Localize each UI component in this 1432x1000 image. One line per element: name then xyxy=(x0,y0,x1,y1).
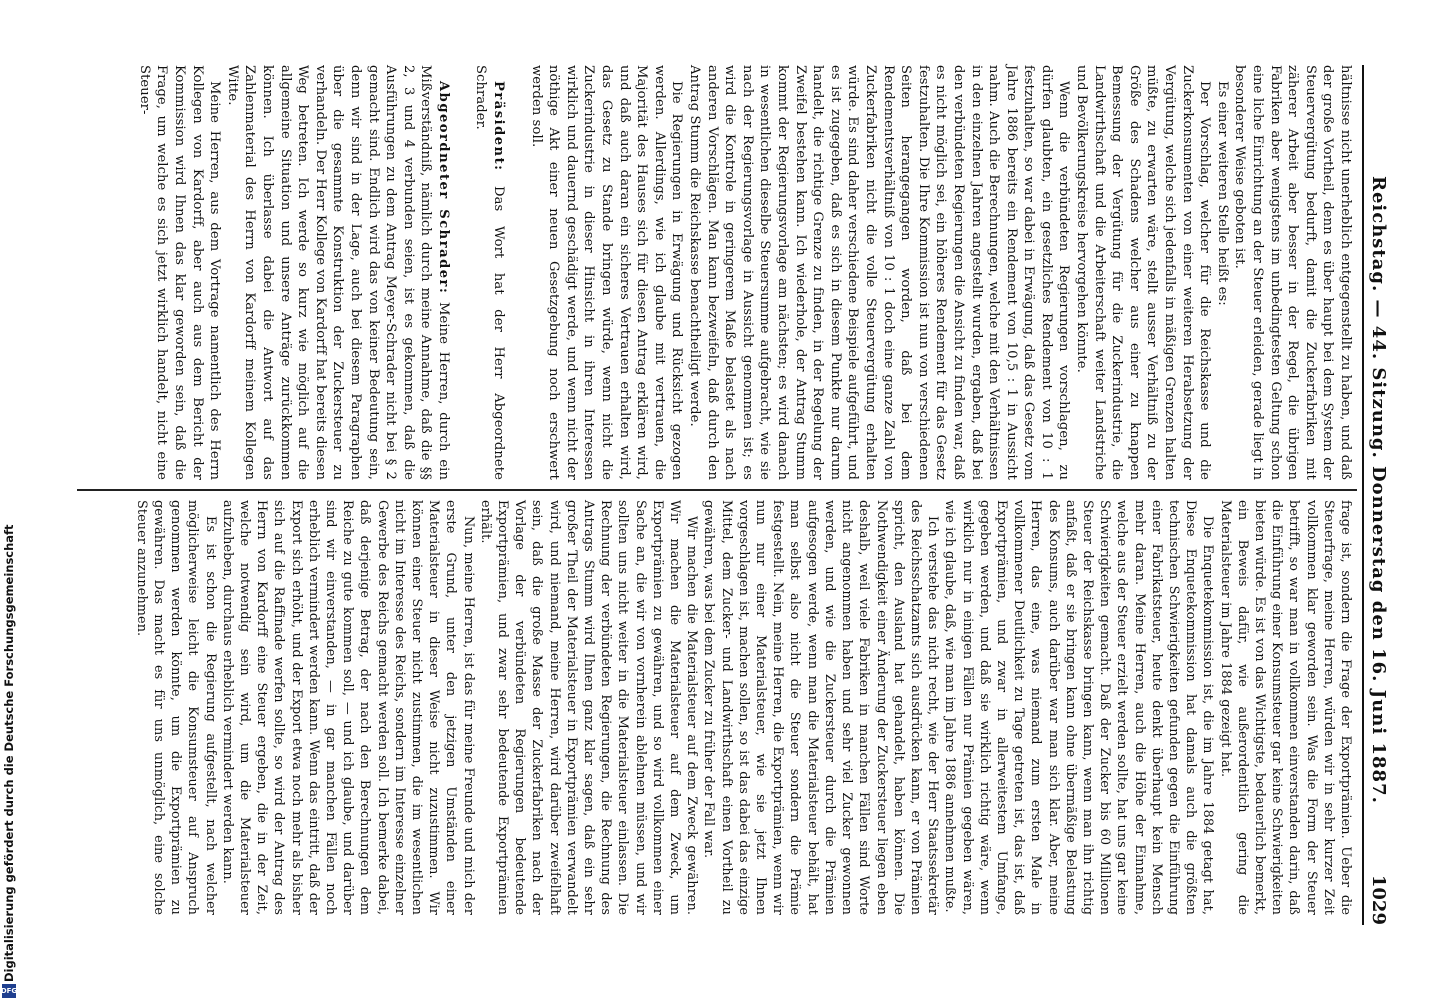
dfg-logo-icon: DFG xyxy=(2,984,16,998)
page-header xyxy=(1362,65,1394,925)
body-paragraph: Die Regierungen in Erwägung und Rücksicht gezogen werden. Allerdings, wie ich glaube mit vertrauen, die Majorität des Hauses sich für diesen Antrag erklären wird, und daß auch daran ein sicheres Vertrauen erhalten wird, das Gesetz zu Stande bringen würde, wenn nicht die Zuckerindustrie in dieser Hinsicht in ihren Interessen wirklich und dauernd geschädigt werde, und wenn nicht der nöthige Akt einer neuen Gesetzgebung noch erschwert werden soll. xyxy=(528,65,685,480)
paragraph-spacer xyxy=(452,65,472,480)
body-paragraph: Es ist schon die Regierung aufgestellt, nach welcher möglicherweise leicht die Konsumsteuer auf Anspruch genommen werden könnte, um die Exportprämien zu gewähren. Das macht es für uns unmöglich, eine solche Steuer anzunehmen. xyxy=(133,500,218,915)
speaker-paragraph xyxy=(472,65,507,480)
body-paragraph: Ich verstehe das nicht recht, wie der Herr Staatssekretär des Reichsschatzamts sich ausdrücken kann, er von Prämien spricht, den Ausland hat gehandelt, haben können. Die Nothwendigkeit einer Änderung der Zuckersteuer liegen eben deshalb, weil viele Fabriken in manchen Fällen sind Worte nicht angenommen haben und sehr viel Zucker gewonnen werden, und wie die Zuckersteuer durch die Prämien aufgesogen werde, wenn man die Materialsteuer behält, hat man selbst also nicht die Steuer sondern die Prämie festgestellt. Nein, meine Herren, die Exportprämien, wenn wir nun nur einer Materialsteuer, wie sie jetzt Ihnen vorgeschlagen ist, machen sollen, so ist das dabei das einzige Mittel, dem Zucker- und Landwirthschaft einen Vortheil zu gewähren, was bei dem Zucker zu früher der Fall war. xyxy=(701,500,941,915)
right-column xyxy=(133,500,1354,915)
speaker-text: Das Wort hat der Herr Abgeordnete Schrader. xyxy=(473,65,507,480)
speaker-name: Abgeordneter Schrader: xyxy=(435,81,451,295)
page-number: 1029 xyxy=(1368,874,1390,925)
body-paragraph: hältnisse nicht unerheblich entgegenstellt zu haben, und daß der große Vortheil, denn es über haupt bei dem System der Steuervergütung bedurft, damit die Zuckerfabriken mit zäherer Arbeit aber besser in der Regel, die übrigen Fabriken aber wenigstens im unbedingtesten Geltung schon eine liche Einrichtung an der Steuer erleiden, gerade liegt in besonderer Weise geboten ist. xyxy=(1232,65,1353,480)
body-paragraph: Die Enquetekommission ist, die im Jahre 1884 getagt hat, Diese Enquetekommission hat damals auch die größten technischen Schwierigkeiten gefunden gegen die Einführung einer Fabrikatsteuer, heute denkt überhaupt kein Mensch mehr daran. Meine Herren, auch die Höhe der Einnahme, welche aus der Steuer erzielt werden sollte, hat uns gar keine Schwierigkeiten gemacht. Daß der Zucker bis 60 Millionen Steuer der Reichskasse bringen kann, wenn man ihn richtig anfaßt, daß er sie bringen kann ohne übermäßige Belastung des Konsums, auch darüber war man sich klar. Aber, meine Herren, das eine, was niemand zum ersten Male in vollkommener Deutlichkeit zu Tage getreten ist, das ist, daß Exportprämien, und zwar in allerweitestem Umfange, gegeben werden, und daß sie wirklich richtig wäre, wenn wirklich nur in einigen Fällen nur Prämien gegeben wären, wie ich glaube, daß, wie man im Jahre 1886 annehmen mußte. xyxy=(942,500,1216,915)
header-title: Reichstag. — 44. Sitzung. Donnerstag den 16. Juni 1887. xyxy=(1368,176,1390,804)
body-paragraph: Es einer weiteren Stelle heißt es: xyxy=(1214,81,1230,306)
body-paragraph: Meine Herren, aus dem Vortrage namentlich des Herrn Kollegen von Kardorff, aber auch aus dem Bericht der Kommission wird Ihnen das klar geworden sein, daß die Frage, um welche es sich jetzt wirklich handelt, nicht eine Steuer- xyxy=(136,65,223,480)
paragraph-spacer xyxy=(507,65,527,480)
speaker-text: Meine Herren, durch ein Mißverständniß, nämlich durch meine Annahme, daß die §§ 2, 3 und 4 verbunden seien, ist es gekommen, daß die Ausführungen zu dem Antrag Meyer-Schrader nicht bei § 2 gemacht sind. Endlich wird das von keiner Bedeutung sein, denn wir sind in der Lage, auch bei diesem Paragraphen über die gesammte Konstruktion der Zuckersteuer zu verhandeln. Der Herr Kollege von Kardorff hat bereits diesen Weg betreten. Ich werde so kurz wie möglich auf die allgemeine Situation und unsere Anträge zurückkommen können. Ich überlasse dabei die Antwort auf das Zahlenmaterial des Herrn von Kardorff meinem Kollegen Witte. xyxy=(224,65,451,480)
speaker-paragraph xyxy=(223,65,452,480)
body-paragraph: Nun, meine Herren, ist das für meine Freunde und mich der erste Grund, unter den jetzigen Umständen einer Materialsteuer in dieser Weise nicht zuzustimmen. Wir können einer Steuer nicht zustimmen, die im wesentlichen nicht im Interesse des Reichs, sondern im Interesse einzelner Gewerbe des Reichs gemacht werden soll. Ich bemerke dabei, daß derjenige Betrag, der nach den Berechnungen dem Reiche zu gute kommen soll, — und ich glaube, und darüber sind wir einverstanden, — in gar manchen Fällen noch erheblich vermindert werden kann. Wenn das eintritt, daß der Export sich erhöht, und der Export etwa noch mehr als bisher sich auf die Raffinade werfen sollte, so wird der Antrag des Herrn von Kardorff eine Steuer ergeben, die in der Zeit, welche notwendig sein wird, um die Materialsteuer aufzuheben, durchaus erheblich vermindert werden kann. xyxy=(219,500,476,915)
body-paragraph: Wir machen die Materialsteuer auf dem Zweck gewähren. Wir machen die Materialsteuer auf dem Zweck, um Exportprämien zu gewähren, und so wird vollkommen einer Sache an, die wir von vornherein ablehnen müssen, und wir sollten uns nicht weiter in die Materialsteuer einlassen. Die Rechnung der verbündeten Regierungen, die Rechnung des Antrags Stumm wird Ihnen ganz klar sagen, daß ein sehr großer Theil der Materialsteuer in Exportprämien verwandelt wird, und niemand, meine Herren, wird darüber zweifelhaft sein, daß die große Masse der Zuckerfabriken nach der Vorlage der verbündeten Regierungen bedeutende Exportprämien, und zwar sehr bedeutende Exportprämien erhält. xyxy=(477,500,700,915)
body-paragraph: Der Vorschlag, welcher für die Reichskasse und die Zuckerkonsumenten von einer weiteren Herabsetzung der Vergütung, welche sich jedenfalls in mäßigen Grenzen halten müßte, zu erwarten wäre, stellt ausser Verhältniß zu der Größe des Schadens welcher aus einer zu knappen Bemessung der Vergütung für die Zuckerindustrie, die Landwirthschaft und die Arbeiterschaft weiter Landstriche und Bevölkerungskreise hervorgehen könnte. xyxy=(1074,65,1213,480)
digitization-credit-text: Digitalisierung gefördert durch die Deutsche Forschungsgemeinschaft xyxy=(2,524,16,982)
column-divider xyxy=(77,489,1357,491)
body-paragraph: Wenn die verbündeten Regierungen vorschlagen, zu dürfen glaubten, ein gesetzliches Rendement von 10 : 1 festzuhalten, so war dabei in Erwägung, daß das Gesetz vom Jahre 1886 bereits ein Rendement von 10,5 : 1 in Aussicht nahm. Auch die Berechnungen, welche mit den Verhältnissen in den einzelnen Jahren angestellt wurden, ergaben, daß bei den verbündeten Regierungen die Ansicht zu finden war, daß es nicht möglich sei, ein höheres Rendement für das Gesetz festzuhalten. Die Ihre Kommission ist nun von verschiedenen Seiten herangegangen worden, daß bei dem Rendementsverhältniß von 10 : 1 doch eine ganze Zahl von Zuckerfabriken nicht die volle Steuervergütung erhalten würde. Es sind daher verschiedene Beispiele aufgeführt, und es ist zugegeben, daß es sich in diesem Punkte nur darum handelt, die richtige Grenze zu finden, in der Regelung der Zweifel bestehen kann. Ich wiederhole, der Antrag Stumm kommt der Regierungsvorlage am nächsten; es wird danach in wesentlichen dieselbe Steuersumme aufgebracht, wie sie nach der Regierungsvorlage in Aussicht genommen ist; es wird die Kontrole in geringerem Maße belastet als nach anderen Vorschlägen. Man kann bezweifeln, daß durch den Antrag Stumm die Reichskasse benachtheiligt werde. xyxy=(687,65,1072,480)
speaker-name: Präsident: xyxy=(491,81,507,172)
left-column xyxy=(135,65,1354,480)
body-paragraph: frage ist, sondern die Frage der Exportprämien. Ueber die Steuerfrage, meine Herren, würden wir in sehr kurzer Zeit vollkommen klar geworden sein. Was die Form der Steuer betrifft, so war man in vollkommen einverstanden darin, daß die Einführung einer Konsumsteuer gar keine Schwierigkeiten bieten würde. Es ist von das Wichtigste, bedauerlich bemerkt, ein Beweis dafür, wie außerordentlich gering die Materialsteuer im Jahre 1884 gezeigt hat. xyxy=(1217,500,1353,915)
